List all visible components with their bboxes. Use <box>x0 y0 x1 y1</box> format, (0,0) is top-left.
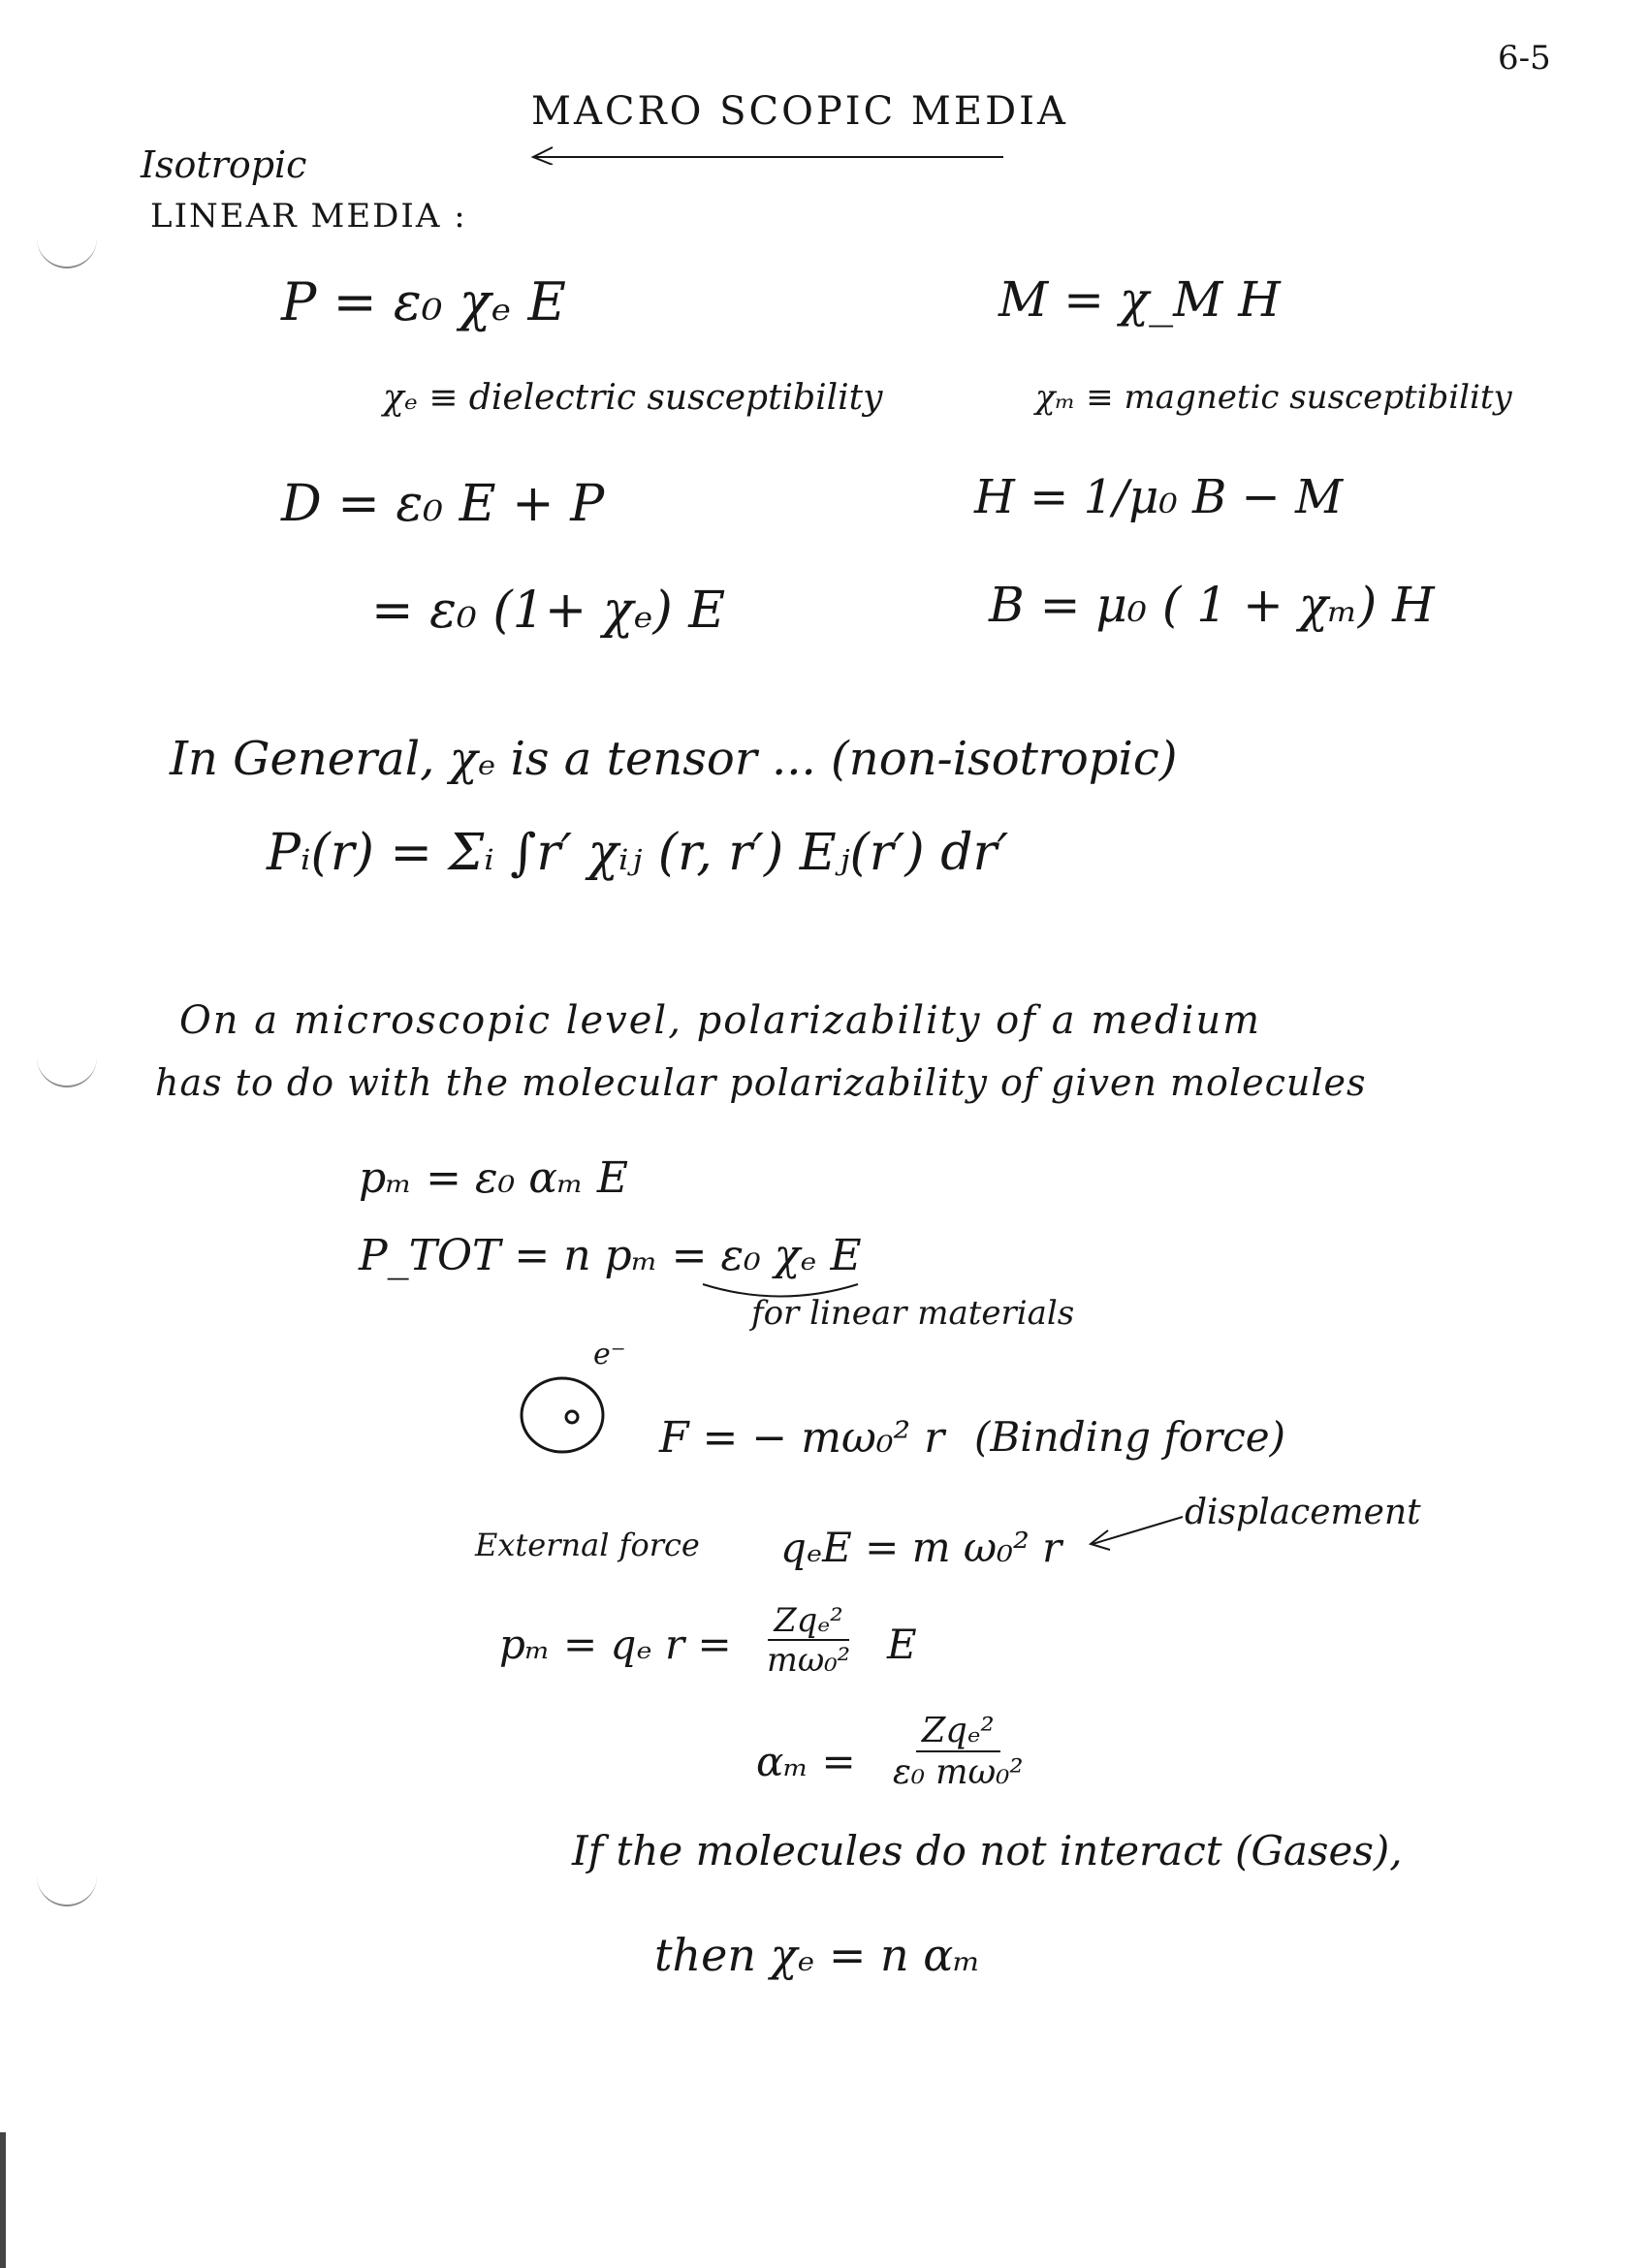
label-binding-force: (Binding force) <box>974 1413 1286 1461</box>
title-underline-arrow <box>523 145 1008 165</box>
equation-external-force: qₑE = m ω₀² r <box>780 1524 1062 1571</box>
equation-binding-force: F = − mω₀² r <box>659 1413 945 1463</box>
alpha-fraction-denominator: ε₀ mω₀² <box>893 1752 1024 1792</box>
binder-hole-top <box>37 237 97 268</box>
conclusion-line-2: then χₑ = n αₘ <box>654 1929 981 1981</box>
definition-chi-e: χₑ ≡ dielectric susceptibility <box>383 378 883 418</box>
equation-molecular-dipole: pₘ = ε₀ αₘ E <box>359 1153 629 1203</box>
dipole-fraction-numerator: Zqₑ² <box>768 1601 848 1641</box>
binder-hole-bottom <box>37 1875 97 1906</box>
binder-hole-middle <box>37 1056 97 1087</box>
section-heading-linear-media: LINEAR MEDIA : <box>150 197 467 236</box>
label-external-force: External force <box>475 1527 700 1563</box>
label-displacement: displacement <box>1185 1493 1421 1532</box>
definition-chi-m: χₘ ≡ magnetic susceptibility <box>1035 378 1512 417</box>
displacement-pointer-arrow <box>1081 1507 1188 1556</box>
equation-total-polarization: P_TOT = n pₘ = ε₀ χₑ E <box>359 1231 862 1280</box>
general-case-text: In General, χₑ is a tensor ... (non-isotropic) <box>170 732 1178 786</box>
equation-d-field-expanded: = ε₀ (1+ χₑ) E <box>371 582 726 640</box>
dipole-fraction-denominator: mω₀² <box>767 1641 851 1679</box>
microscopic-text-line-1: On a microscopic level, polarizability of a medium <box>179 998 1262 1043</box>
equation-dipole-lhs: pₘ = qₑ r = <box>499 1621 732 1668</box>
equation-magnetization: M = χ_M H <box>998 271 1281 328</box>
section-heading-isotropic: Isotropic <box>141 143 307 186</box>
alpha-fraction-numerator: Zqₑ² <box>916 1711 1000 1752</box>
page-number: 6-5 <box>1498 39 1551 78</box>
equation-dipole-fraction <box>761 1601 856 1679</box>
electron-label: e⁻ <box>593 1338 626 1371</box>
equation-h-field: H = 1/μ₀ B − M <box>974 470 1344 524</box>
microscopic-text-line-2: has to do with the molecular polarizability of given molecules <box>155 1061 1367 1104</box>
equation-dipole-rhs: E <box>887 1621 917 1668</box>
equation-alpha-lhs: αₘ = <box>756 1738 856 1785</box>
equation-d-field: D = ε₀ E + P <box>281 475 605 533</box>
note-linear-materials: for linear materials <box>751 1294 1075 1333</box>
scan-edge-mark <box>0 2132 6 2268</box>
equation-polarization: P = ε₀ χₑ E <box>281 271 566 332</box>
conclusion-line-1: If the molecules do not interact (Gases), <box>572 1827 1403 1874</box>
equation-b-field: B = μ₀ ( 1 + χₘ) H <box>989 577 1435 633</box>
equation-alpha-fraction <box>887 1711 1029 1792</box>
page-title: MACRO SCOPIC MEDIA <box>531 89 1068 134</box>
equation-tensor-polarization: Pᵢ(r) = Σᵢ ∫r′ χᵢⱼ (r, r′) Eⱼ(r′) dr′ <box>267 824 1009 882</box>
